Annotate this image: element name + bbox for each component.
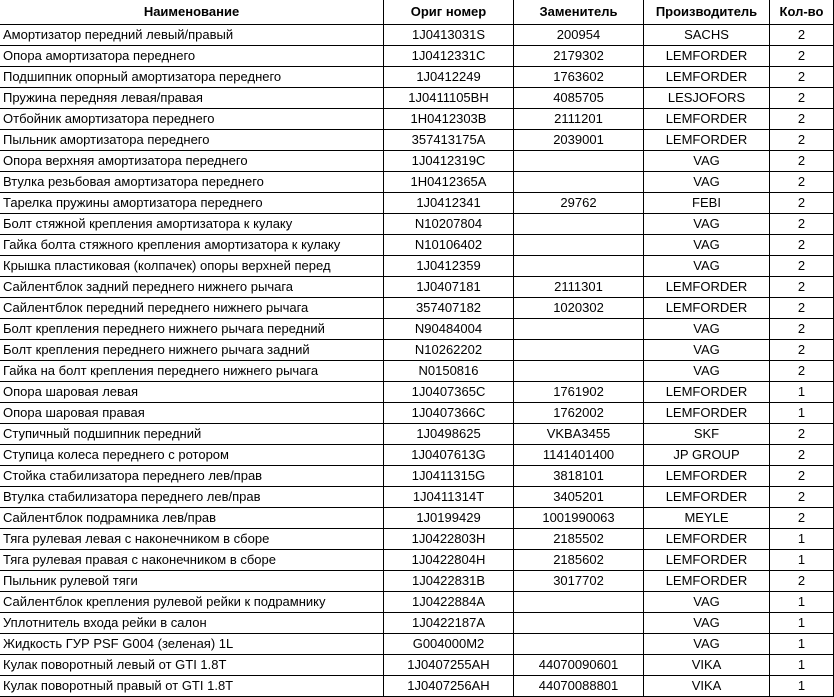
cell-replacement[interactable] bbox=[514, 634, 644, 655]
cell-quantity[interactable]: 2 bbox=[770, 571, 834, 592]
cell-manufacturer[interactable]: LEMFORDER bbox=[644, 550, 770, 571]
cell-orig-number[interactable]: 1J0422187A bbox=[384, 613, 514, 634]
table-row bbox=[0, 235, 834, 256]
cell-quantity[interactable]: 1 bbox=[770, 592, 834, 613]
cell-name[interactable]: Опора амортизатора переднего bbox=[0, 46, 384, 67]
cell-name[interactable]: Сайлентблок задний переднего нижнего рычага bbox=[0, 277, 384, 298]
table-row bbox=[0, 403, 834, 424]
cell-name[interactable]: Опора шаровая левая bbox=[0, 382, 384, 403]
cell-orig-number[interactable]: 1J0412331C bbox=[384, 46, 514, 67]
cell-quantity[interactable]: 2 bbox=[770, 340, 834, 361]
cell-quantity[interactable]: 2 bbox=[770, 67, 834, 88]
cell-quantity[interactable]: 2 bbox=[770, 256, 834, 277]
cell-replacement[interactable]: 2039001 bbox=[514, 130, 644, 151]
cell-orig-number[interactable]: 1J0411314T bbox=[384, 487, 514, 508]
table-row bbox=[0, 508, 834, 529]
cell-manufacturer[interactable]: LEMFORDER bbox=[644, 46, 770, 67]
cell-manufacturer[interactable]: LEMFORDER bbox=[644, 529, 770, 550]
cell-replacement[interactable]: 1763602 bbox=[514, 67, 644, 88]
cell-orig-number[interactable]: 1H0412303B bbox=[384, 109, 514, 130]
cell-manufacturer[interactable]: LEMFORDER bbox=[644, 298, 770, 319]
table-row bbox=[0, 277, 834, 298]
cell-orig-number[interactable]: 1H0412365A bbox=[384, 172, 514, 193]
header-name[interactable]: Наименование bbox=[0, 0, 384, 25]
table-row bbox=[0, 550, 834, 571]
cell-replacement[interactable]: 1001990063 bbox=[514, 508, 644, 529]
cell-name[interactable]: Пыльник рулевой тяги bbox=[0, 571, 384, 592]
cell-quantity[interactable]: 2 bbox=[770, 46, 834, 67]
cell-name[interactable]: Втулка резьбовая амортизатора переднего bbox=[0, 172, 384, 193]
cell-name[interactable]: Ступица колеса переднего с ротором bbox=[0, 445, 384, 466]
cell-manufacturer[interactable]: LEMFORDER bbox=[644, 487, 770, 508]
table-row bbox=[0, 319, 834, 340]
cell-name[interactable]: Ступичный подшипник передний bbox=[0, 424, 384, 445]
table-row bbox=[0, 340, 834, 361]
header-replacement[interactable]: Заменитель bbox=[514, 0, 644, 25]
table-row bbox=[0, 424, 834, 445]
cell-name[interactable]: Втулка стабилизатора переднего лев/прав bbox=[0, 487, 384, 508]
cell-manufacturer[interactable]: VIKA bbox=[644, 655, 770, 676]
cell-manufacturer[interactable]: VAG bbox=[644, 340, 770, 361]
cell-manufacturer[interactable]: LEMFORDER bbox=[644, 67, 770, 88]
cell-quantity[interactable]: 2 bbox=[770, 172, 834, 193]
cell-manufacturer[interactable]: MEYLE bbox=[644, 508, 770, 529]
cell-orig-number[interactable]: 1J0407256AH bbox=[384, 676, 514, 697]
cell-orig-number[interactable]: 1J0412359 bbox=[384, 256, 514, 277]
cell-manufacturer[interactable]: LEMFORDER bbox=[644, 571, 770, 592]
table-row bbox=[0, 214, 834, 235]
cell-manufacturer[interactable]: LEMFORDER bbox=[644, 277, 770, 298]
cell-quantity[interactable]: 2 bbox=[770, 214, 834, 235]
cell-manufacturer[interactable]: LEMFORDER bbox=[644, 403, 770, 424]
cell-name[interactable]: Сайлентблок крепления рулевой рейки к подрамнику bbox=[0, 592, 384, 613]
cell-name[interactable]: Болт крепления переднего нижнего рычага передний bbox=[0, 319, 384, 340]
cell-quantity[interactable]: 2 bbox=[770, 298, 834, 319]
cell-quantity[interactable]: 2 bbox=[770, 424, 834, 445]
table-row bbox=[0, 130, 834, 151]
cell-orig-number[interactable]: N10262202 bbox=[384, 340, 514, 361]
cell-manufacturer[interactable]: LEMFORDER bbox=[644, 130, 770, 151]
cell-replacement[interactable]: 1141401400 bbox=[514, 445, 644, 466]
cell-orig-number[interactable]: N10207804 bbox=[384, 214, 514, 235]
table-row bbox=[0, 529, 834, 550]
cell-replacement[interactable]: 3017702 bbox=[514, 571, 644, 592]
cell-name[interactable]: Болт крепления переднего нижнего рычага задний bbox=[0, 340, 384, 361]
cell-quantity[interactable]: 2 bbox=[770, 130, 834, 151]
cell-orig-number[interactable]: 1J0199429 bbox=[384, 508, 514, 529]
cell-orig-number[interactable]: 1J0412319C bbox=[384, 151, 514, 172]
table-row bbox=[0, 256, 834, 277]
table-row bbox=[0, 151, 834, 172]
cell-orig-number[interactable]: 1J0412341 bbox=[384, 193, 514, 214]
table-row bbox=[0, 88, 834, 109]
header-quantity[interactable]: Кол-во bbox=[770, 0, 834, 25]
cell-orig-number[interactable]: N10106402 bbox=[384, 235, 514, 256]
cell-replacement[interactable]: 4085705 bbox=[514, 88, 644, 109]
cell-replacement[interactable]: 44070088801 bbox=[514, 676, 644, 697]
cell-name[interactable]: Уплотнитель входа рейки в салон bbox=[0, 613, 384, 634]
cell-replacement[interactable]: 2185602 bbox=[514, 550, 644, 571]
cell-replacement[interactable]: 2111201 bbox=[514, 109, 644, 130]
cell-quantity[interactable]: 1 bbox=[770, 613, 834, 634]
cell-replacement[interactable] bbox=[514, 340, 644, 361]
header-orig-number[interactable]: Ориг номер bbox=[384, 0, 514, 25]
table-row bbox=[0, 592, 834, 613]
cell-replacement[interactable] bbox=[514, 592, 644, 613]
cell-quantity[interactable]: 1 bbox=[770, 634, 834, 655]
cell-orig-number[interactable]: 1J0412249 bbox=[384, 67, 514, 88]
cell-manufacturer[interactable]: VAG bbox=[644, 172, 770, 193]
cell-orig-number[interactable]: 1J0411315G bbox=[384, 466, 514, 487]
cell-replacement[interactable]: 2179302 bbox=[514, 46, 644, 67]
cell-quantity[interactable]: 1 bbox=[770, 529, 834, 550]
cell-orig-number[interactable]: 1J0407366C bbox=[384, 403, 514, 424]
cell-orig-number[interactable]: N90484004 bbox=[384, 319, 514, 340]
cell-quantity[interactable]: 2 bbox=[770, 193, 834, 214]
cell-name[interactable]: Опора верхняя амортизатора переднего bbox=[0, 151, 384, 172]
cell-quantity[interactable]: 1 bbox=[770, 676, 834, 697]
cell-replacement[interactable]: VKBA3455 bbox=[514, 424, 644, 445]
cell-name[interactable]: Тяга рулевая левая с наконечником в сборе bbox=[0, 529, 384, 550]
cell-name[interactable]: Тарелка пружины амортизатора переднего bbox=[0, 193, 384, 214]
cell-name[interactable]: Подшипник опорный амортизатора переднего bbox=[0, 67, 384, 88]
header-row bbox=[0, 0, 834, 25]
cell-quantity[interactable]: 2 bbox=[770, 487, 834, 508]
cell-replacement[interactable] bbox=[514, 319, 644, 340]
cell-orig-number[interactable]: 357407182 bbox=[384, 298, 514, 319]
table-row bbox=[0, 676, 834, 697]
cell-name[interactable]: Жидкость ГУР PSF G004 (зеленая) 1L bbox=[0, 634, 384, 655]
table-body bbox=[0, 25, 834, 697]
cell-quantity[interactable]: 2 bbox=[770, 235, 834, 256]
cell-orig-number[interactable]: 1J0498625 bbox=[384, 424, 514, 445]
cell-quantity[interactable]: 2 bbox=[770, 466, 834, 487]
cell-manufacturer[interactable]: SACHS bbox=[644, 25, 770, 46]
cell-orig-number[interactable]: 357413175A bbox=[384, 130, 514, 151]
cell-orig-number[interactable]: 1J0407613G bbox=[384, 445, 514, 466]
cell-quantity[interactable]: 2 bbox=[770, 109, 834, 130]
table-row bbox=[0, 655, 834, 676]
cell-name[interactable]: Пружина передняя левая/правая bbox=[0, 88, 384, 109]
cell-quantity[interactable]: 2 bbox=[770, 319, 834, 340]
cell-manufacturer[interactable]: SKF bbox=[644, 424, 770, 445]
table-row bbox=[0, 613, 834, 634]
cell-name[interactable]: Пыльник амортизатора переднего bbox=[0, 130, 384, 151]
cell-name[interactable]: Опора шаровая правая bbox=[0, 403, 384, 424]
cell-orig-number[interactable]: G004000M2 bbox=[384, 634, 514, 655]
table-row bbox=[0, 193, 834, 214]
cell-name[interactable]: Сайлентблок передний переднего нижнего рычага bbox=[0, 298, 384, 319]
cell-replacement[interactable] bbox=[514, 361, 644, 382]
cell-manufacturer[interactable]: VAG bbox=[644, 256, 770, 277]
cell-name[interactable]: Кулак поворотный левый от GTI 1.8T bbox=[0, 655, 384, 676]
cell-orig-number[interactable]: 1J0422803H bbox=[384, 529, 514, 550]
cell-replacement[interactable]: 44070090601 bbox=[514, 655, 644, 676]
cell-replacement[interactable]: 2111301 bbox=[514, 277, 644, 298]
cell-manufacturer[interactable]: VAG bbox=[644, 235, 770, 256]
cell-quantity[interactable]: 1 bbox=[770, 403, 834, 424]
cell-name[interactable]: Тяга рулевая правая с наконечником в сборе bbox=[0, 550, 384, 571]
cell-quantity[interactable]: 2 bbox=[770, 277, 834, 298]
table-row bbox=[0, 109, 834, 130]
table-row bbox=[0, 67, 834, 88]
cell-quantity[interactable]: 2 bbox=[770, 508, 834, 529]
cell-name[interactable]: Крышка пластиковая (колпачек) опоры верхней перед bbox=[0, 256, 384, 277]
header-manufacturer[interactable]: Производитель bbox=[644, 0, 770, 25]
cell-name[interactable]: Кулак поворотный правый от GTI 1.8T bbox=[0, 676, 384, 697]
table-row bbox=[0, 445, 834, 466]
cell-manufacturer[interactable]: VIKA bbox=[644, 676, 770, 697]
cell-replacement[interactable]: 200954 bbox=[514, 25, 644, 46]
cell-name[interactable]: Гайка на болт крепления переднего нижнего рычага bbox=[0, 361, 384, 382]
cell-orig-number[interactable]: 1J0411105BH bbox=[384, 88, 514, 109]
table-row bbox=[0, 361, 834, 382]
cell-name[interactable]: Болт стяжной крепления амортизатора к кулаку bbox=[0, 214, 384, 235]
table-row bbox=[0, 634, 834, 655]
cell-orig-number[interactable]: 1J0407181 bbox=[384, 277, 514, 298]
cell-replacement[interactable]: 3818101 bbox=[514, 466, 644, 487]
cell-manufacturer[interactable]: VAG bbox=[644, 634, 770, 655]
cell-quantity[interactable]: 1 bbox=[770, 382, 834, 403]
cell-replacement[interactable] bbox=[514, 214, 644, 235]
cell-replacement[interactable]: 29762 bbox=[514, 193, 644, 214]
cell-quantity[interactable]: 2 bbox=[770, 445, 834, 466]
table-row bbox=[0, 571, 834, 592]
cell-replacement[interactable] bbox=[514, 256, 644, 277]
cell-replacement[interactable] bbox=[514, 172, 644, 193]
cell-replacement[interactable] bbox=[514, 235, 644, 256]
table-row bbox=[0, 46, 834, 67]
cell-manufacturer[interactable]: FEBI bbox=[644, 193, 770, 214]
cell-name[interactable]: Отбойник амортизатора переднего bbox=[0, 109, 384, 130]
cell-replacement[interactable] bbox=[514, 151, 644, 172]
cell-orig-number[interactable]: 1J0407255AH bbox=[384, 655, 514, 676]
cell-replacement[interactable] bbox=[514, 613, 644, 634]
cell-manufacturer[interactable]: LEMFORDER bbox=[644, 382, 770, 403]
table-row bbox=[0, 487, 834, 508]
table-row bbox=[0, 25, 834, 46]
cell-orig-number[interactable]: 1J0422884A bbox=[384, 592, 514, 613]
cell-quantity[interactable]: 2 bbox=[770, 151, 834, 172]
cell-quantity[interactable]: 2 bbox=[770, 361, 834, 382]
cell-manufacturer[interactable]: LESJOFORS bbox=[644, 88, 770, 109]
cell-orig-number[interactable]: N0150816 bbox=[384, 361, 514, 382]
table-row bbox=[0, 172, 834, 193]
cell-manufacturer[interactable]: JP GROUP bbox=[644, 445, 770, 466]
cell-name[interactable]: Сайлентблок подрамника лев/прав bbox=[0, 508, 384, 529]
cell-manufacturer[interactable]: LEMFORDER bbox=[644, 109, 770, 130]
cell-quantity[interactable]: 2 bbox=[770, 25, 834, 46]
cell-manufacturer[interactable]: VAG bbox=[644, 151, 770, 172]
cell-replacement[interactable]: 2185502 bbox=[514, 529, 644, 550]
cell-replacement[interactable]: 1020302 bbox=[514, 298, 644, 319]
cell-orig-number[interactable]: 1J0413031S bbox=[384, 25, 514, 46]
cell-manufacturer[interactable]: VAG bbox=[644, 319, 770, 340]
cell-name[interactable]: Гайка болта стяжного крепления амортизатора к кулаку bbox=[0, 235, 384, 256]
cell-replacement[interactable]: 1761902 bbox=[514, 382, 644, 403]
cell-replacement[interactable]: 3405201 bbox=[514, 487, 644, 508]
cell-manufacturer[interactable]: VAG bbox=[644, 592, 770, 613]
cell-orig-number[interactable]: 1J0422831B bbox=[384, 571, 514, 592]
cell-replacement[interactable]: 1762002 bbox=[514, 403, 644, 424]
cell-manufacturer[interactable]: LEMFORDER bbox=[644, 466, 770, 487]
cell-quantity[interactable]: 2 bbox=[770, 88, 834, 109]
cell-quantity[interactable]: 1 bbox=[770, 655, 834, 676]
cell-orig-number[interactable]: 1J0422804H bbox=[384, 550, 514, 571]
cell-manufacturer[interactable]: VAG bbox=[644, 361, 770, 382]
table-row bbox=[0, 466, 834, 487]
table-row bbox=[0, 298, 834, 319]
cell-orig-number[interactable]: 1J0407365C bbox=[384, 382, 514, 403]
cell-manufacturer[interactable]: VAG bbox=[644, 613, 770, 634]
cell-quantity[interactable]: 1 bbox=[770, 550, 834, 571]
cell-name[interactable]: Стойка стабилизатора переднего лев/прав bbox=[0, 466, 384, 487]
cell-manufacturer[interactable]: VAG bbox=[644, 214, 770, 235]
cell-name[interactable]: Амортизатор передний левый/правый bbox=[0, 25, 384, 46]
table-row bbox=[0, 382, 834, 403]
